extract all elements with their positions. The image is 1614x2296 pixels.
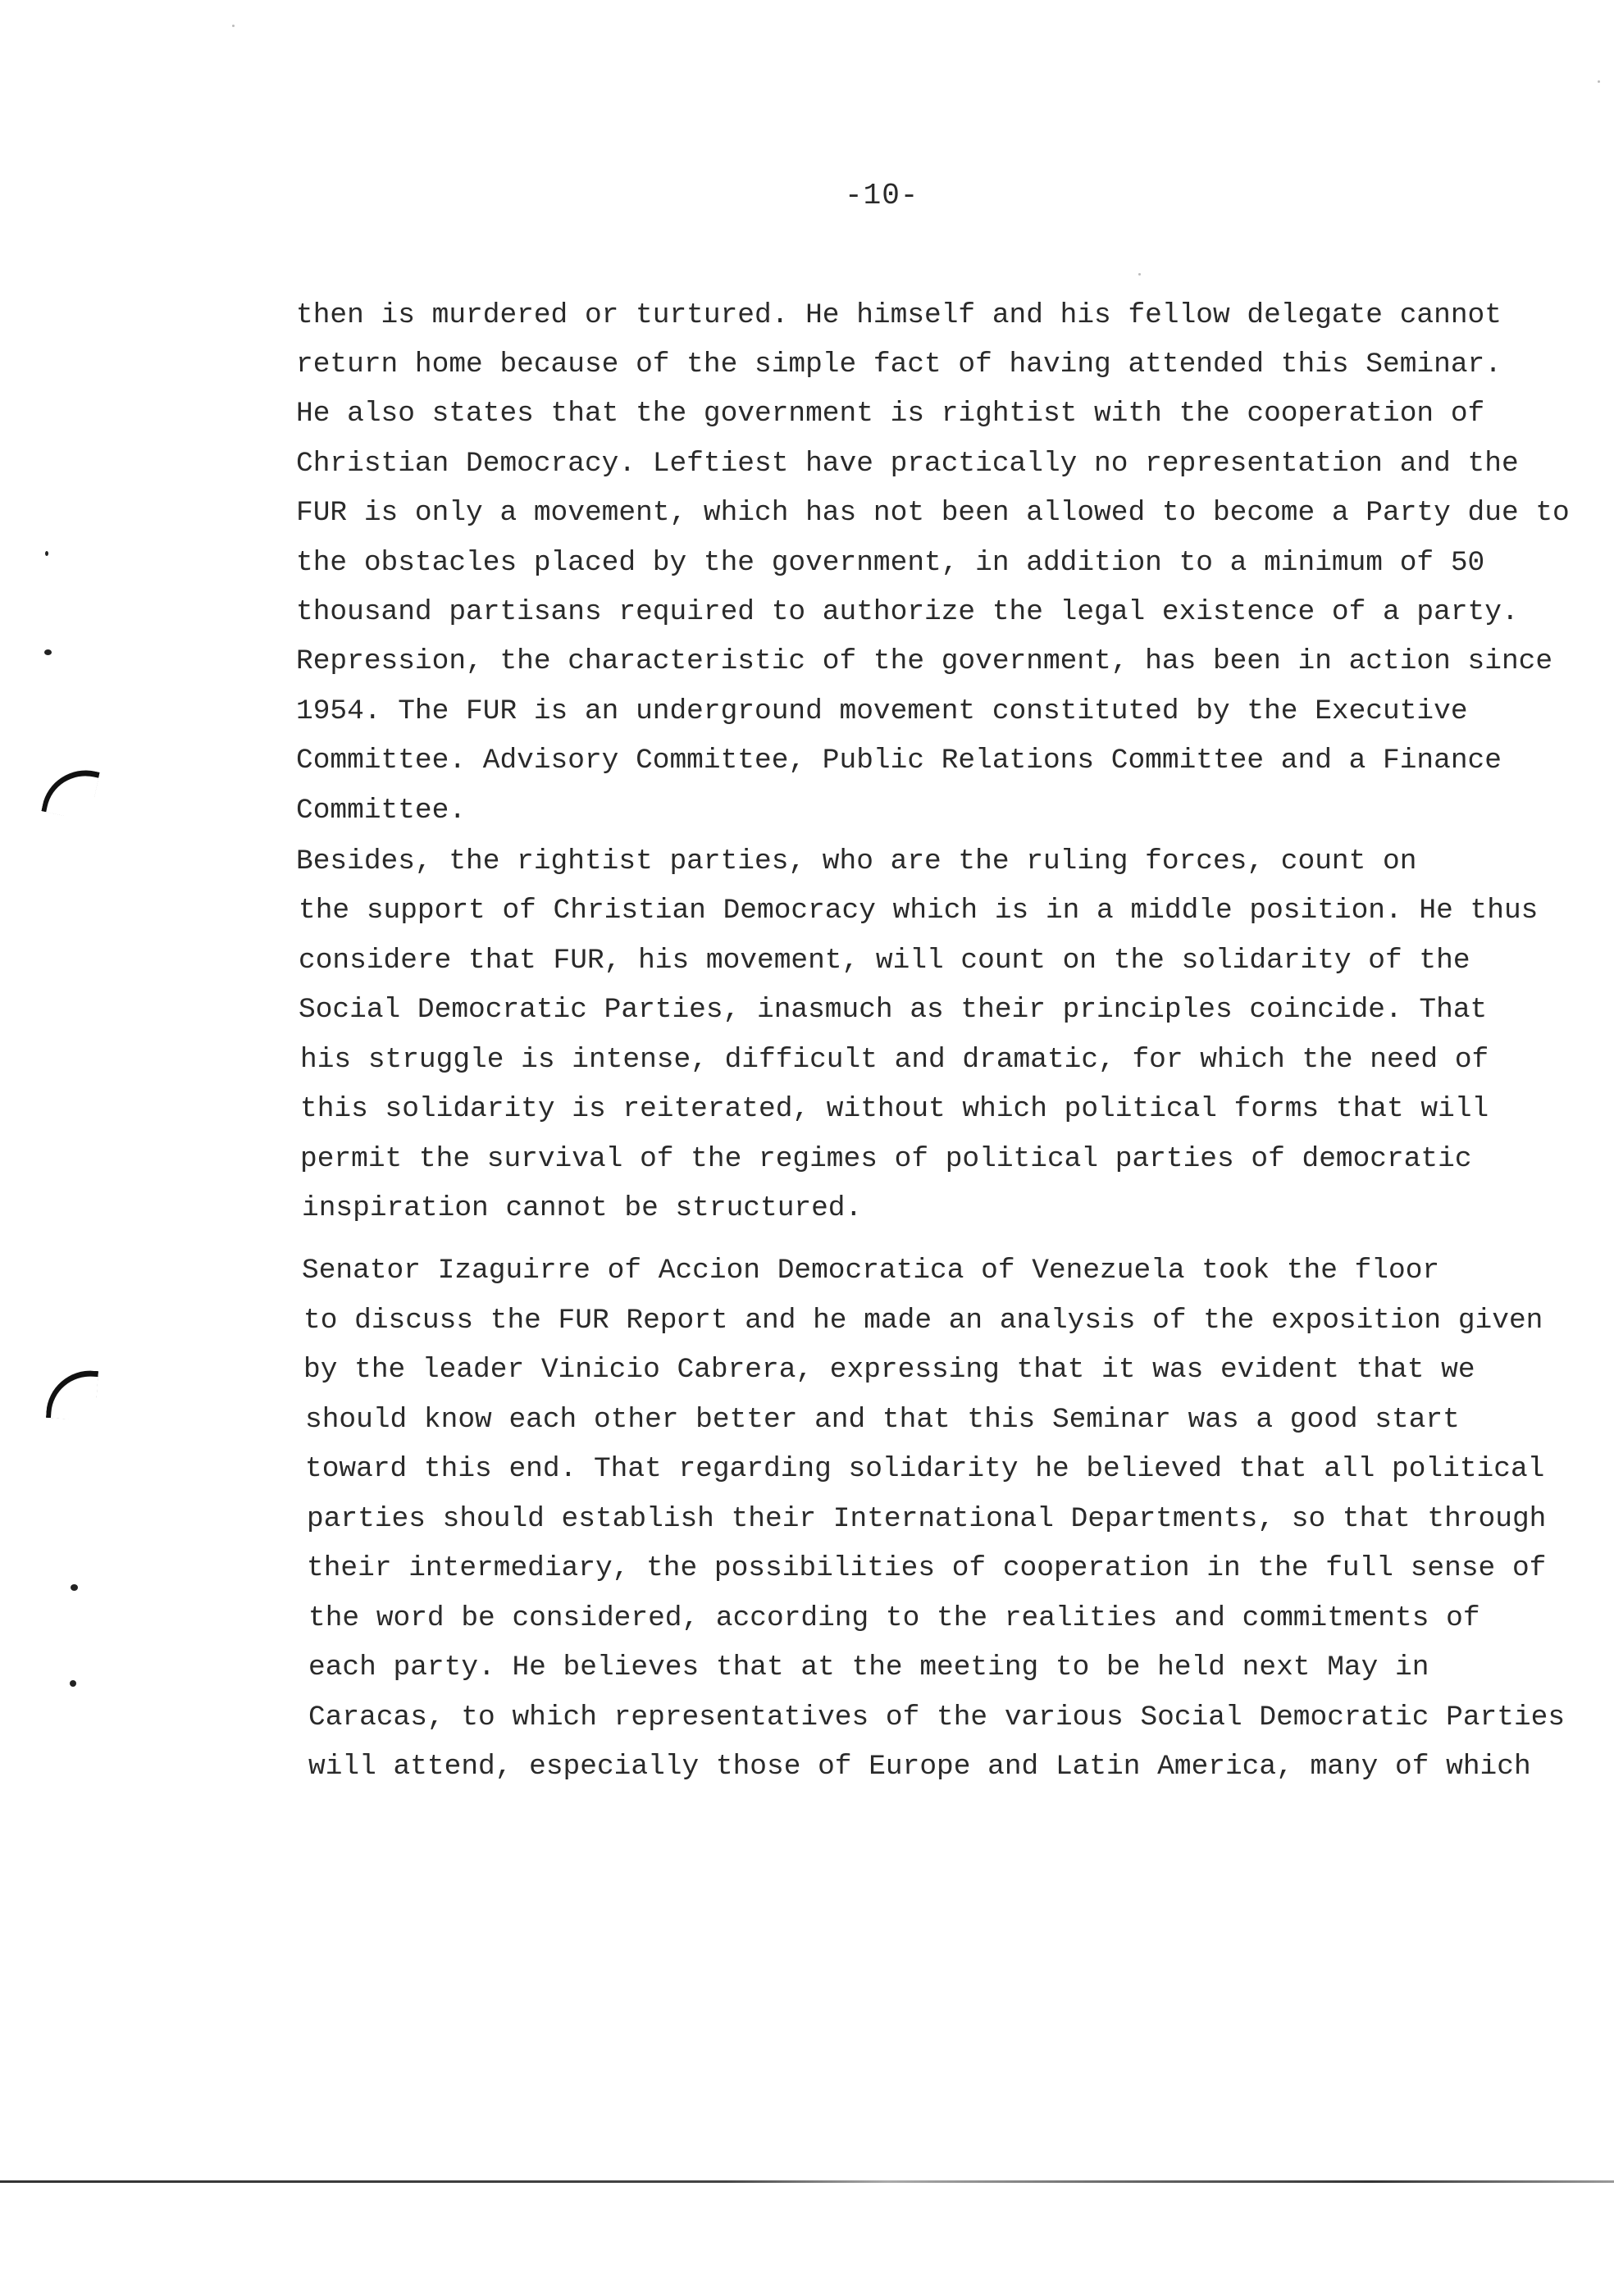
scan-speck [71,1584,78,1591]
scan-speck [1598,80,1600,83]
text-line: his struggle is intense, difficult and dramatic, for which the need of [300,1044,1489,1076]
text-line: considere that FUR, his movement, will count on the solidarity of the [299,945,1470,977]
text-line: to discuss the FUR Report and he made an analysis of the exposition given [303,1305,1543,1337]
scan-speck [232,25,235,27]
text-line: return home because of the simple fact of having attended this Seminar. [296,348,1502,380]
text-line: Besides, the rightist parties, who are the ruling forces, count on [296,845,1417,877]
scan-speck [1138,273,1141,276]
punch-hole-mark [41,762,99,821]
text-line: Senator Izaguirre of Accion Democratica of Venezuela took the floor [302,1255,1440,1287]
text-line: the obstacles placed by the government, in addition to a minimum of 50 [296,547,1485,579]
bottom-rule [0,2180,1614,2183]
text-line: permit the survival of the regimes of political parties of democratic [300,1143,1472,1175]
text-line: parties should establish their International Departments, so that through [307,1503,1547,1535]
text-line: Social Democratic Parties, inasmuch as their principles coincide. That [299,994,1488,1026]
text-line: each party. He believes that at the meeting to be held next May in [308,1651,1429,1683]
text-line: by the leader Vinicio Cabrera, expressing that it was evident that we [303,1354,1475,1386]
text-line: He also states that the government is rightist with the cooperation of [296,398,1485,430]
text-line: should know each other better and that this Seminar was a good start [305,1404,1460,1436]
scan-speck [44,649,52,655]
text-line: thousand partisans required to authorize the legal existence of a party. [296,596,1519,628]
punch-hole-mark [46,1368,98,1421]
text-line: this solidarity is reiterated, without which political forms that will [300,1093,1489,1125]
text-line: Committee. [296,795,467,827]
text-line: the word be considered, according to the realities and commitments of [308,1602,1480,1634]
text-line: toward this end. That regarding solidarity he believed that all political [305,1453,1545,1485]
scan-speck [45,551,48,556]
text-line: Repression, the characteristic of the government, has been in action since [296,645,1553,677]
text-line: Committee. Advisory Committee, Public Relations Committee and a Finance [296,745,1502,777]
page-number: -10- [845,179,919,212]
text-line: FUR is only a movement, which has not been allowed to become a Party due to [296,497,1570,529]
scan-speck [70,1680,76,1687]
text-line: Christian Democracy. Leftiest have practically no representation and the [296,448,1519,480]
text-line: Caracas, to which representatives of the various Social Democratic Parties [308,1702,1566,1733]
text-line: then is murdered or turtured. He himself and his fellow delegate cannot [296,299,1502,331]
text-line: will attend, especially those of Europe and Latin America, many of which [308,1751,1531,1783]
text-line: 1954. The FUR is an underground movement constituted by the Executive [296,695,1468,727]
text-line: the support of Christian Democracy which is in a middle position. He thus [299,895,1539,927]
text-line: inspiration cannot be structured. [302,1192,863,1224]
text-line: their intermediary, the possibilities of cooperation in the full sense of [307,1552,1547,1584]
